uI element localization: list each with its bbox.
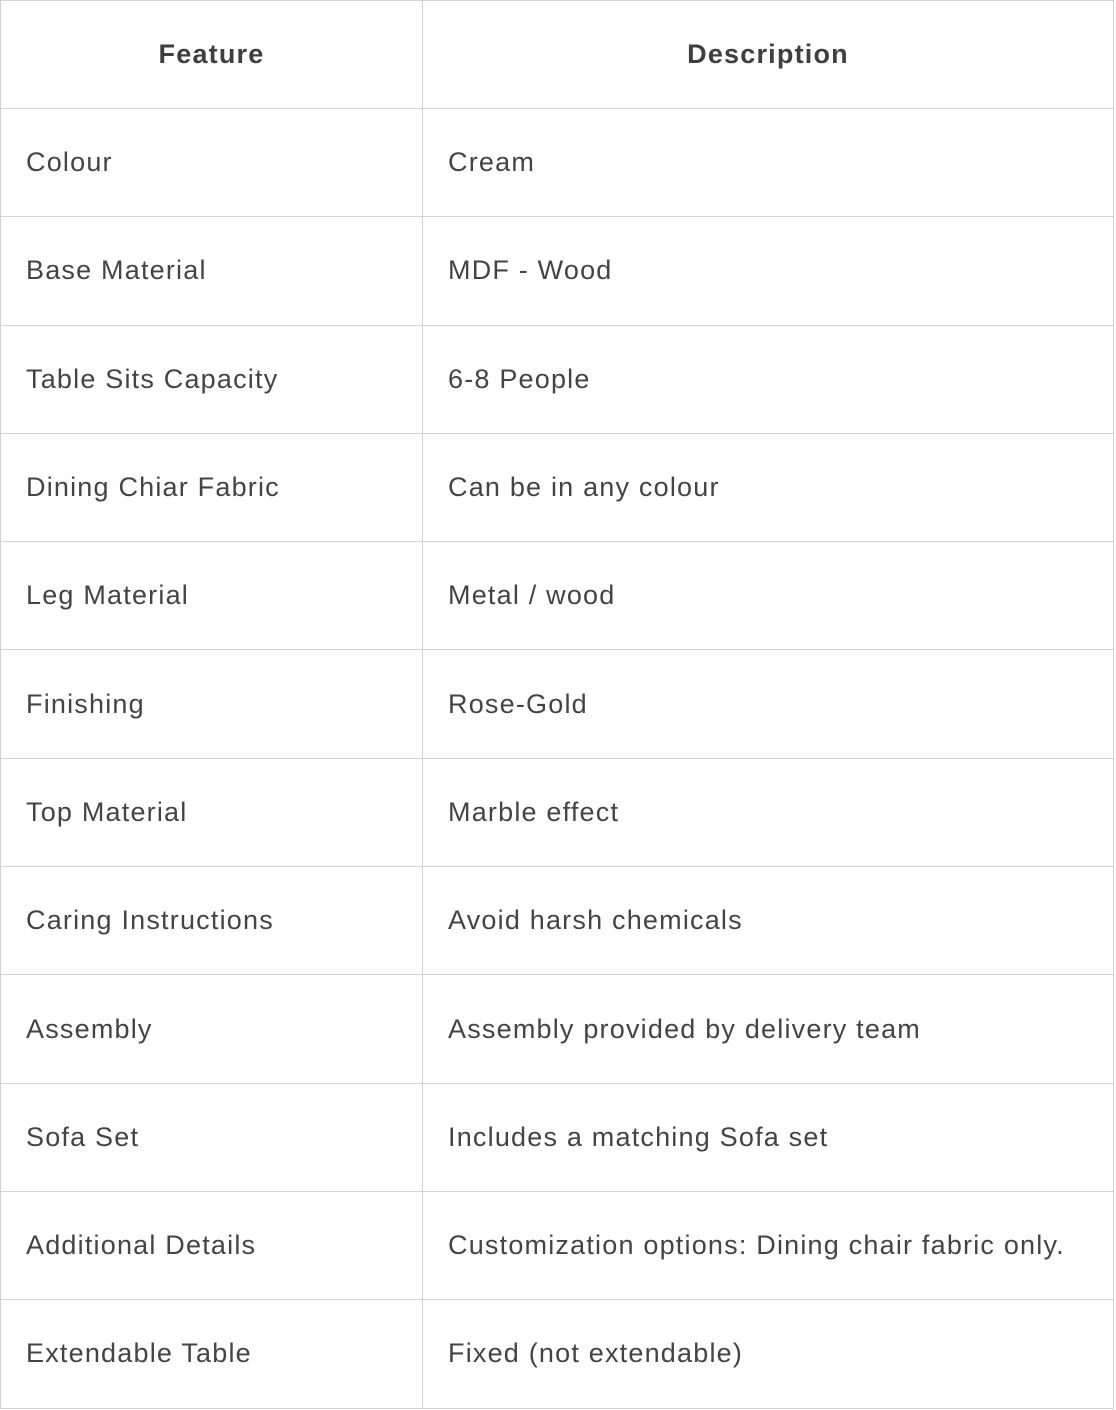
feature-cell: Sofa Set bbox=[1, 1083, 423, 1191]
table-row bbox=[1, 650, 1114, 758]
feature-cell: Dining Chiar Fabric bbox=[1, 433, 423, 541]
feature-cell: Top Material bbox=[1, 758, 423, 866]
description-cell: Rose-Gold bbox=[423, 650, 1114, 758]
description-cell: Assembly provided by delivery team bbox=[423, 975, 1114, 1083]
description-cell: MDF - Wood bbox=[423, 217, 1114, 325]
feature-cell: Caring Instructions bbox=[1, 867, 423, 975]
table-row bbox=[1, 217, 1114, 325]
feature-cell: Base Material bbox=[1, 217, 423, 325]
description-cell: Can be in any colour bbox=[423, 433, 1114, 541]
description-cell: Customization options: Dining chair fabric only. bbox=[423, 1191, 1114, 1299]
description-cell: Fixed (not extendable) bbox=[423, 1300, 1114, 1408]
feature-cell: Extendable Table bbox=[1, 1300, 423, 1408]
feature-cell: Table Sits Capacity bbox=[1, 325, 423, 433]
description-cell: Metal / wood bbox=[423, 542, 1114, 650]
table-row bbox=[1, 1191, 1114, 1299]
feature-cell: Colour bbox=[1, 109, 423, 217]
description-cell: Marble effect bbox=[423, 758, 1114, 866]
column-header-description: Description bbox=[423, 1, 1114, 109]
description-cell: 6-8 People bbox=[423, 325, 1114, 433]
table-row bbox=[1, 975, 1114, 1083]
column-header-feature: Feature bbox=[1, 1, 423, 109]
table-row bbox=[1, 433, 1114, 541]
table-row bbox=[1, 325, 1114, 433]
feature-cell: Additional Details bbox=[1, 1191, 423, 1299]
description-cell: Cream bbox=[423, 109, 1114, 217]
table-row bbox=[1, 1300, 1114, 1408]
table-row bbox=[1, 1083, 1114, 1191]
table-row bbox=[1, 109, 1114, 217]
description-cell: Avoid harsh chemicals bbox=[423, 867, 1114, 975]
feature-cell: Leg Material bbox=[1, 542, 423, 650]
feature-cell: Finishing bbox=[1, 650, 423, 758]
table-header-row bbox=[1, 1, 1114, 109]
description-cell: Includes a matching Sofa set bbox=[423, 1083, 1114, 1191]
feature-cell: Assembly bbox=[1, 975, 423, 1083]
table-row bbox=[1, 758, 1114, 866]
table-row bbox=[1, 542, 1114, 650]
table-row bbox=[1, 867, 1114, 975]
